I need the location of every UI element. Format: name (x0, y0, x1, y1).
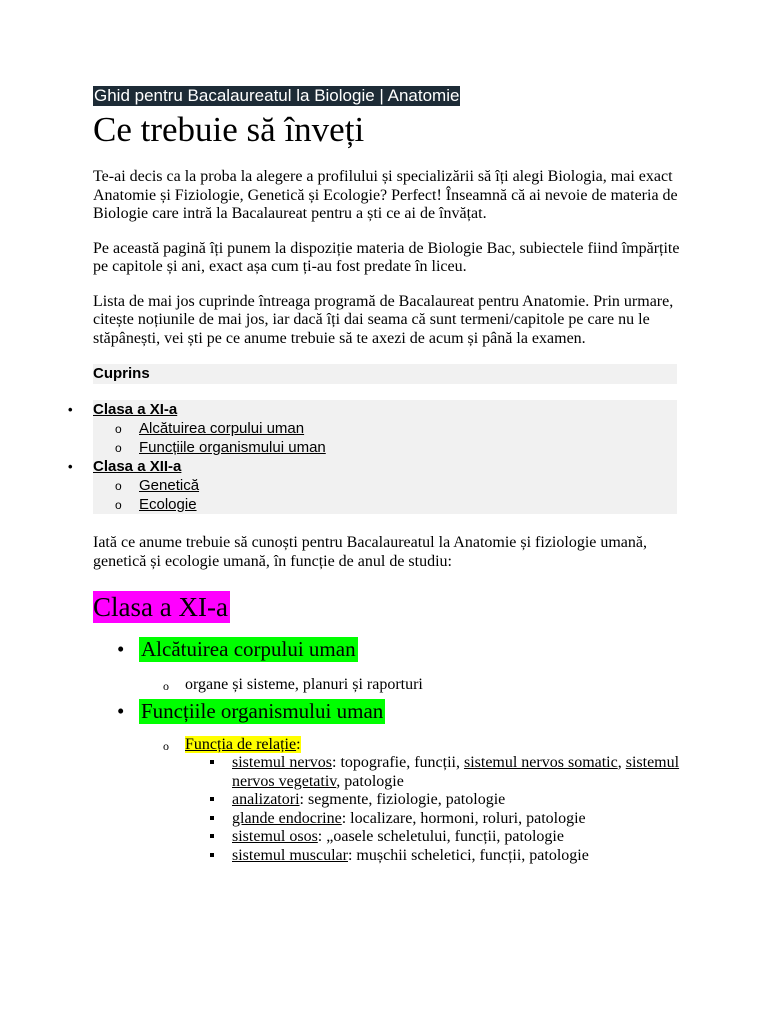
article (68, 86, 683, 865)
toc-item-clasa-xi[interactable] (68, 400, 677, 419)
intro-paragraph-3: Lista de mai jos cuprinde întreaga programă de Bacalaureat pentru Anatomie. Prin urmare, citește noțiunile de mai jos, iar dacă îți dai seama că sunt termeni/capitole pe care nu le stăpânești, vei ști pe ce anume trebuie să te axezi de acum și până la examen. (93, 292, 674, 347)
toc-link[interactable]: Clasa a XII-a (93, 458, 182, 475)
detail-list (93, 754, 683, 865)
toc-link[interactable]: Genetică (139, 477, 200, 494)
intro-paragraph-2: Pe această pagină îți punem la dispoziție materia de Biologie Bac, subiectele fiind împărțite pe capitole și ani, exact așa cum ți-au fost predate în liceu. (93, 239, 680, 275)
bullet-icon: • (117, 637, 125, 661)
square-bullet-icon (210, 834, 214, 838)
function-link[interactable]: Funcția de relație (185, 735, 297, 753)
kicker-title: Ghid pentru Bacalaureatul la Biologie | Anatomie (94, 86, 460, 105)
toc-item-alcatuirea[interactable] (93, 419, 677, 438)
list-item: sistemul muscular: mușchii scheletici, funcții, patologie (232, 847, 683, 866)
topic-link[interactable]: sistemul nervos vegetativ (232, 754, 680, 790)
subsection-heading: Alcătuirea corpului uman (141, 637, 356, 661)
toc-item-genetica[interactable] (93, 476, 677, 495)
circle-bullet-icon: o (115, 479, 122, 493)
bullet-icon: • (117, 698, 125, 723)
square-bullet-icon (210, 853, 214, 857)
subsection-1-item (93, 676, 683, 695)
section-heading: Clasa a XI-a (93, 592, 228, 622)
bullet-icon: • (68, 402, 73, 417)
subsection-1 (0, 637, 683, 662)
table-of-contents (68, 400, 677, 514)
toc-link[interactable]: Ecologie (139, 496, 197, 513)
toc-link[interactable]: Alcătuirea corpului uman (139, 420, 305, 437)
square-bullet-icon (210, 816, 214, 820)
circle-bullet-icon: o (115, 422, 122, 436)
circle-bullet-icon: o (163, 679, 169, 693)
topic-link[interactable]: analizatori (232, 791, 300, 808)
toc-link[interactable]: Clasa a XI-a (93, 401, 178, 418)
circle-bullet-icon: o (115, 498, 122, 512)
page-title: Ce trebuie să înveți (93, 110, 365, 149)
toc-link[interactable]: Funcțiile organismului uman (139, 439, 326, 456)
subsection-2-item: o Funcția de relație: (93, 736, 683, 755)
topic-link[interactable]: sistemul nervos somatic (463, 754, 618, 771)
subsection-2 (0, 699, 683, 724)
bullet-icon: • (68, 459, 73, 474)
subsection-heading: Funcțiile organismului uman (141, 698, 384, 723)
list-item: analizatori: segmente, fiziologie, patologie (232, 791, 683, 810)
toc-item-ecologie[interactable] (93, 495, 677, 514)
topic-link[interactable]: sistemul nervos (232, 754, 332, 771)
toc-title: Cuprins (93, 364, 677, 384)
square-bullet-icon (210, 797, 214, 801)
toc-item-clasa-xii[interactable] (68, 457, 677, 476)
list-item: glande endocrine: localizare, hormoni, roluri, patologie (232, 810, 683, 829)
circle-bullet-icon: o (163, 738, 169, 753)
topic-link[interactable]: sistemul muscular (232, 846, 348, 864)
topic-link[interactable]: sistemul osos (232, 828, 318, 845)
topic-link[interactable]: glande endocrine (232, 809, 342, 827)
list-item: sistemul nervos: topografie, funcții, sistemul nervos somatic, sistemul nervos vegetativ, patologie (232, 754, 683, 791)
intro-paragraph-1: Te-ai decis ca la proba la alegere a profilului și specializării să îți alegi Biologia, mai exact Anatomie și Fiziologie, Genetică și Ecologie? Perfect! Înseamnă că ai nevoie de materia de Biologie care intră la Bacalaureat pentru a ști ce ai de învățat. (93, 168, 678, 222)
square-bullet-icon (210, 760, 214, 764)
toc-item-functiile[interactable] (93, 438, 677, 457)
item-text: organe și sisteme, planuri și raporturi (185, 676, 423, 693)
list-item: sistemul osos: „oasele scheletului, funcții, patologie (232, 828, 683, 847)
circle-bullet-icon: o (115, 441, 122, 455)
lead-paragraph: Iată ce anume trebuie să cunoști pentru Bacalaureatul la Anatomie și fiziologie umană, genetică și ecologie umană, în funcție de anul de studiu: (93, 534, 648, 570)
